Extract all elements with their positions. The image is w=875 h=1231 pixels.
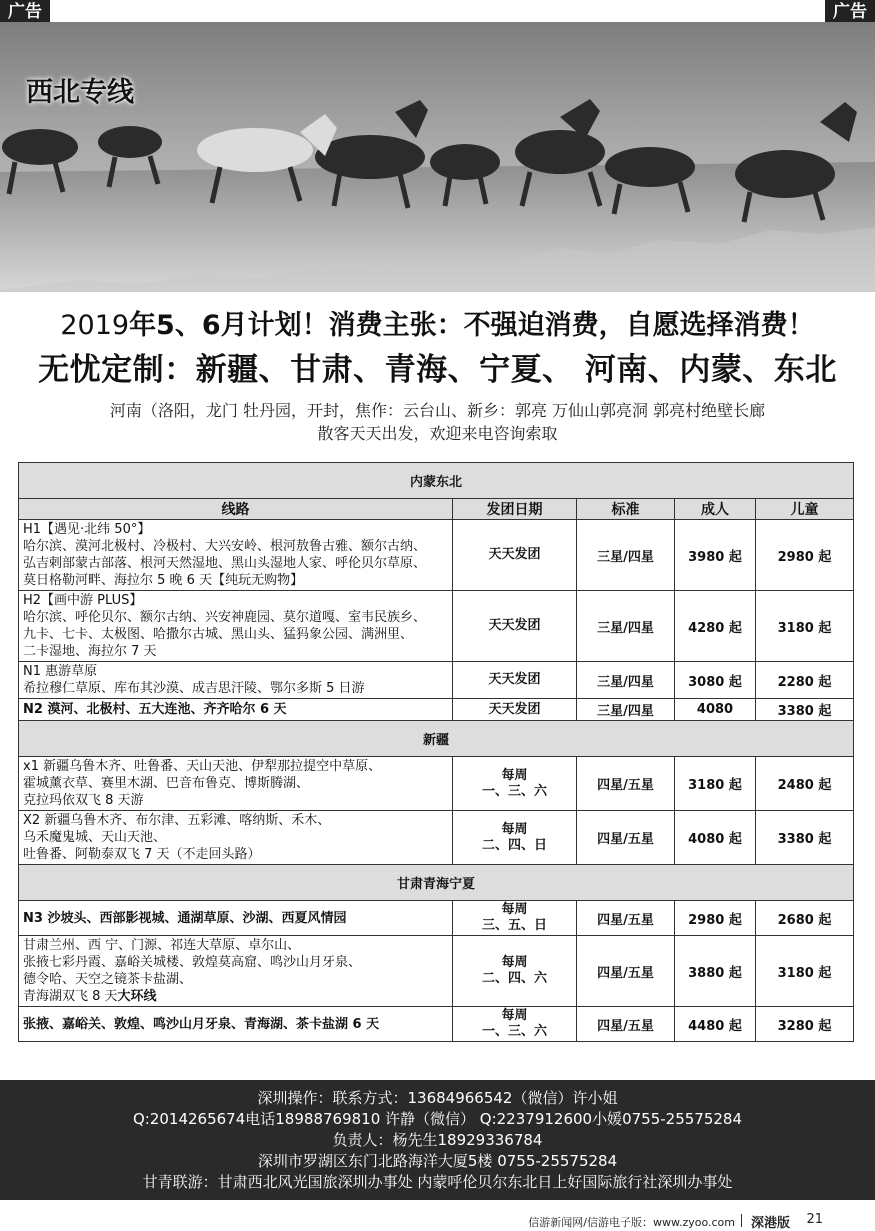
section-title: 甘肃青海宁夏	[19, 865, 854, 901]
table-row	[19, 662, 854, 699]
hotel-standard: 四星/五星	[577, 811, 675, 865]
column-header: 发团日期	[453, 499, 577, 520]
route-line: 张掖七彩丹霞、嘉峪关城楼、敦煌莫高窟、鸣沙山月牙泉、	[23, 955, 362, 970]
departure-date-main: 天天发团	[488, 547, 541, 562]
child-price: 3280 起	[756, 1007, 854, 1042]
adult-price: 4080	[675, 699, 756, 721]
adult-price: 2980 起	[675, 901, 756, 936]
intro-daily-departure: 散客天天出发，欢迎来电咨询索取	[317, 424, 558, 443]
route-line: 希拉穆仁草原、库布其沙漠、成吉思汗陵、鄂尔多斯 5 日游	[23, 681, 365, 696]
headline-year: 2019	[60, 310, 130, 341]
departure-date	[453, 811, 577, 865]
footer-qq-phones: Q:2014265674电话18988769810 许静（微信） Q:2237912600小媛0755-25575284	[132, 1110, 743, 1128]
hotel-standard: 三星/四星	[577, 662, 675, 699]
child-price: 3380 起	[756, 811, 854, 865]
page-bar	[0, 1212, 875, 1230]
hero-banner	[0, 22, 875, 292]
column-header: 线路	[19, 499, 453, 520]
table-row	[19, 901, 854, 936]
departure-date	[453, 662, 577, 699]
table-row	[19, 699, 854, 721]
departure-date-main: 天天发团	[488, 701, 541, 717]
child-price: 2480 起	[756, 757, 854, 811]
adult-price: 3080 起	[675, 662, 756, 699]
section-row	[19, 721, 854, 757]
departure-weekdays: 一、三、六	[481, 1024, 547, 1039]
route-line: 吐鲁番、阿勒泰双飞 7 天（不走回头路）	[23, 847, 261, 862]
route-description	[19, 699, 453, 721]
publisher-site: 信游新闻网/信游电子版：www.zyoo.com	[528, 1216, 735, 1229]
route-description	[19, 936, 453, 1007]
page-number: 21	[806, 1212, 823, 1227]
footer-address: 深圳市罗湖区东门北路海洋大厦5楼 0755-25575284	[257, 1152, 618, 1170]
departure-weekdays: 二、四、日	[481, 837, 547, 853]
section-title: 内蒙东北	[19, 463, 854, 499]
departure-date	[453, 901, 577, 936]
route-line: H1【遇见·北纬 50°】	[23, 522, 151, 537]
column-header: 成人	[675, 499, 756, 520]
route-line: N2 漠河、北极村、五大连池、齐齐哈尔 6 天	[23, 702, 287, 717]
route-line-text: 青海湖双飞 8 天	[23, 989, 118, 1004]
departure-date-main: 每周	[501, 767, 528, 783]
hotel-standard: 四星/五星	[577, 757, 675, 811]
route-description	[19, 1007, 453, 1042]
route-price-table	[18, 462, 854, 1042]
headline-destinations: 无忧定制：新疆、甘肃、青海、宁夏、 河南、内蒙、东北	[38, 352, 837, 388]
edition-label: 深港版	[750, 1216, 790, 1231]
hotel-standard: 三星/四星	[577, 699, 675, 721]
route-line: N1 惠游草原	[23, 664, 98, 679]
child-price: 3180 起	[756, 591, 854, 662]
departure-date	[453, 591, 577, 662]
adult-price: 4280 起	[675, 591, 756, 662]
adult-price: 4080 起	[675, 811, 756, 865]
departure-date	[453, 699, 577, 721]
adult-price: 3180 起	[675, 757, 756, 811]
departure-date	[453, 936, 577, 1007]
adult-price: 3880 起	[675, 936, 756, 1007]
route-description	[19, 757, 453, 811]
intro-henan: 河南（洛阳，龙门 牡丹园，开封，焦作：云台山、新乡：郭亮 万仙山郭亮洞 郭亮村绝壁长廊	[109, 401, 766, 420]
departure-date	[453, 757, 577, 811]
child-price: 3180 起	[756, 936, 854, 1007]
child-price: 2680 起	[756, 901, 854, 936]
route-line: 霍城薰衣草、赛里木湖、巴音布鲁克、博斯腾湖、	[23, 776, 310, 791]
departure-date-main: 每周	[501, 1008, 528, 1023]
table-row	[19, 1007, 854, 1042]
column-header: 儿童	[756, 499, 854, 520]
route-line: 张掖、嘉峪关、敦煌、鸣沙山月牙泉、青海湖、茶卡盐湖 6 天	[23, 1016, 380, 1032]
child-price: 2980 起	[756, 520, 854, 591]
route-line: 二卡湿地、海拉尔 7 天	[23, 644, 157, 659]
route-line: 甘肃兰州、西 宁、门源、祁连大草原、卓尔山、	[23, 938, 301, 953]
departure-weekdays: 一、三、六	[481, 783, 547, 799]
route-line: X2 新疆乌鲁木齐、布尔津、五彩滩、喀纳斯、禾木、	[23, 813, 331, 828]
contact-footer	[0, 1080, 875, 1200]
section-title: 新疆	[19, 721, 854, 757]
departure-date	[453, 1007, 577, 1042]
route-line: 弘吉剌部蒙古部落、根河天然湿地、黑山头湿地人家、呼伦贝尔草原、	[23, 556, 427, 571]
route-description	[19, 811, 453, 865]
table-row	[19, 520, 854, 591]
route-line: 哈尔滨、呼伦贝尔、额尔古纳、兴安神鹿园、莫尔道嘎、室韦民族乡、	[23, 610, 427, 625]
hotel-standard: 四星/五星	[577, 936, 675, 1007]
hotel-standard: 三星/四星	[577, 591, 675, 662]
headline-plan	[0, 303, 875, 342]
footer-partners: 甘青联游：甘肃西北风光国旅深圳办事处 内蒙呼伦贝尔东北日上好国际旅行社深圳办事处	[142, 1173, 733, 1191]
route-line: 乌禾魔鬼城、天山天池、	[23, 830, 167, 845]
column-header: 标准	[577, 499, 675, 520]
ad-label-right: 广告	[825, 0, 875, 24]
divider	[741, 1214, 742, 1227]
table-row	[19, 591, 854, 662]
section-row	[19, 865, 854, 901]
table-row	[19, 811, 854, 865]
footer-operator: 深圳操作：联系方式：13684966542（微信）许小姐	[257, 1089, 618, 1107]
horses-grassland-photo	[0, 22, 875, 292]
route-description	[19, 520, 453, 591]
hotel-standard: 四星/五星	[577, 901, 675, 936]
route-line: 莫日格勒河畔、海拉尔 5 晚 6 天【纯玩无购物】	[23, 573, 304, 588]
route-description	[19, 591, 453, 662]
hotel-standard: 四星/五星	[577, 1007, 675, 1042]
departure-date-main: 每周	[501, 902, 528, 917]
departure-date-main: 每周	[501, 821, 528, 837]
footer-manager: 负责人：杨先生18929336784	[332, 1131, 543, 1149]
route-description	[19, 901, 453, 936]
route-line: 九卡、七卡、太极图、哈撒尔古城、黑山头、猛犸象公园、满洲里、	[23, 627, 414, 642]
route-line: x1 新疆乌鲁木齐、吐鲁番、天山天池、伊犁那拉提空中草原、	[23, 759, 382, 774]
route-line: 德令哈、天空之镜茶卡盐湖、	[23, 972, 193, 987]
route-line: 哈尔滨、漠河北极村、冷极村、大兴安岭、根河敖鲁古雅、额尔古纳、	[23, 539, 427, 554]
route-description	[19, 662, 453, 699]
departure-weekdays: 三、五、日	[481, 918, 547, 933]
departure-weekdays: 二、四、六	[481, 971, 547, 986]
route-line-highlight: 大环线	[117, 989, 157, 1004]
route-line: 克拉玛依双飞 8 天游	[23, 793, 144, 808]
child-price: 3380 起	[756, 699, 854, 721]
child-price: 2280 起	[756, 662, 854, 699]
table-row	[19, 936, 854, 1007]
hotel-standard: 三星/四星	[577, 520, 675, 591]
adult-price: 3980 起	[675, 520, 756, 591]
column-header-row	[19, 499, 854, 520]
table-row	[19, 757, 854, 811]
section-row	[19, 463, 854, 499]
departure-date-main: 天天发团	[488, 618, 541, 633]
route-line: H2【画中游 PLUS】	[23, 593, 143, 608]
route-line	[23, 988, 448, 1005]
ad-label-left: 广告	[0, 0, 50, 24]
departure-date-main: 每周	[501, 955, 528, 970]
departure-date-main: 天天发团	[488, 672, 541, 687]
route-line: N3 沙坡头、西部影视城、通湖草原、沙湖、西夏风情园	[23, 910, 347, 926]
headline-slogan: 年5、6月计划！消费主张：不强迫消费，自愿选择消费！	[129, 310, 815, 341]
departure-date	[453, 520, 577, 591]
adult-price: 4480 起	[675, 1007, 756, 1042]
hero-title: 西北专线	[26, 77, 134, 108]
